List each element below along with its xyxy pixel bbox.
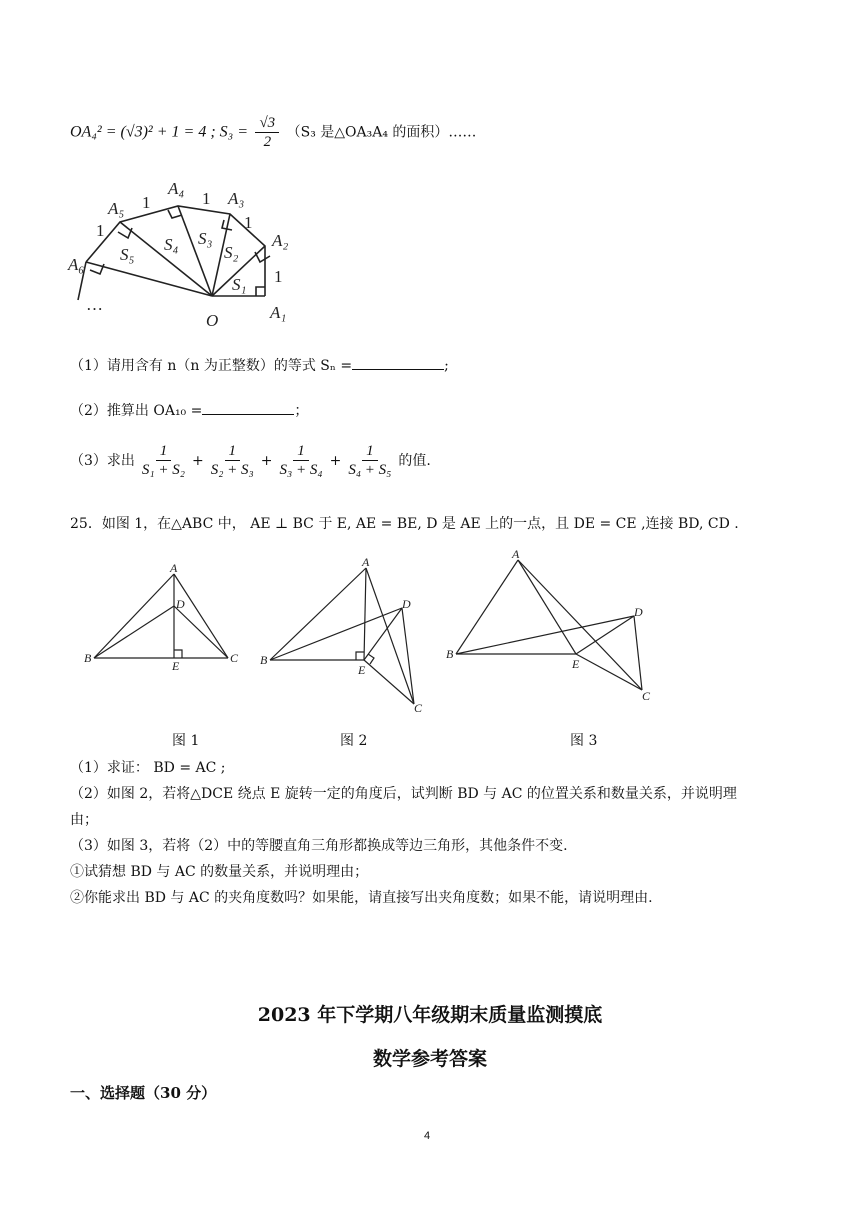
q25-part2a: （2）如图 2，若将△DCE 绕点 E 旋转一定的角度后，试判断 BD 与 AC 的位置关系和数量关系，并说明理 [70, 786, 737, 802]
svg-text:B: B [260, 653, 268, 667]
svg-text:C: C [414, 701, 423, 715]
label-A4: A₄ [168, 179, 185, 198]
svg-text:A: A [362, 555, 370, 569]
q25-stem: 25．如图 1，在△ABC 中， AE ⊥ BC 于 E, AE = BE, D 是 AE 上的一点，且 DE = CE ,连接 BD, CD . [70, 516, 739, 532]
figure-1 [80, 560, 250, 680]
label-A6: A₆ [68, 255, 85, 274]
q25-part3-2: ②你能求出 BD 与 AC 的夹角度数吗？如果能，请直接写出夹角度数；如果不能，请说明理由. [70, 890, 653, 906]
label-S1: S₁ [232, 275, 247, 294]
intro-fraction [255, 114, 279, 151]
label-side-1a: 1 [274, 267, 283, 286]
figure-2 [258, 552, 438, 722]
section-heading: 一、选择题（30 分） [70, 1084, 217, 1102]
label-S5: S₅ [120, 245, 135, 264]
q24-part2: （2）推算出 OA₁₀ = ； [70, 400, 308, 421]
svg-text:A: A [512, 548, 520, 561]
svg-text:D: D [176, 597, 185, 611]
intro-frac-num: √3 [255, 114, 279, 133]
svg-text:C: C [642, 689, 651, 703]
svg-text:D: D [402, 597, 411, 611]
caption-fig2: 图 2 [340, 733, 368, 749]
label-O: O [206, 311, 219, 330]
label-A3: A₃ [228, 189, 245, 208]
q25-part3-1: ①试猜想 BD 与 AC 的数量关系，并说明理由； [70, 864, 369, 880]
label-A2: A₂ [272, 231, 289, 250]
spiral-figure [60, 170, 320, 340]
q24-part3: （3）求出 $\frac{1}{\text{S₁ + S₂}}$ + $\frac{1}{\text{S₂ + S₃}}$ + $\frac{1}{\text{S₃ + S₄}}$ + $\frac{1}{\text{S₄ + S₅}}$ 的值. [70, 443, 431, 478]
label-side-1e: 1 [96, 221, 105, 240]
label-side-1b: 1 [244, 213, 253, 232]
svg-text:A: A [170, 561, 178, 575]
q24-part1: （1）请用含有 n（n 为正整数）的等式 Sₙ = ; [70, 355, 449, 376]
answer-subtitle: 数学参考答案 [372, 1048, 487, 1070]
caption-fig1: 图 1 [172, 733, 200, 749]
caption-fig3: 图 3 [570, 733, 598, 749]
figure-3 [442, 548, 662, 708]
svg-text:E: E [172, 659, 180, 673]
answer-blank-1 [352, 355, 444, 370]
intro-lhs: OA₄² = (√3)² + 1 = 4 ; S₃ = [70, 123, 248, 141]
svg-text:E: E [572, 657, 580, 671]
label-A1: A₁ [270, 303, 287, 322]
intro-frac-den: 2 [263, 134, 272, 150]
label-side-1d: 1 [142, 193, 151, 212]
svg-text:E: E [358, 663, 366, 677]
svg-text:D: D [634, 605, 643, 619]
label-S3: S₃ [198, 229, 213, 248]
answer-title: 2023 年下学期八年级期末质量监测摸底 [257, 1004, 603, 1026]
q25-part1: （1）求证： BD = AC ; [70, 760, 226, 776]
label-A5: A₅ [108, 199, 125, 218]
label-S2: S₂ [224, 243, 239, 262]
q25-part3: （3）如图 3，若将（2）中的等腰直角三角形都换成等边三角形，其他条件不变. [70, 838, 568, 854]
intro-note: （S₃ 是△OA₃A₄ 的面积）…… [286, 124, 477, 141]
svg-text:B: B [84, 651, 92, 665]
svg-text:B: B [446, 647, 454, 661]
label-side-1c: 1 [202, 189, 211, 208]
label-ellipsis: … [86, 295, 103, 314]
intro-formula [70, 114, 476, 151]
answer-blank-2 [202, 400, 294, 415]
svg-text:C: C [230, 651, 239, 665]
label-S4: S₄ [164, 235, 179, 254]
page-number: 4 [424, 1130, 431, 1142]
q25-part2b: 由； [70, 812, 98, 828]
